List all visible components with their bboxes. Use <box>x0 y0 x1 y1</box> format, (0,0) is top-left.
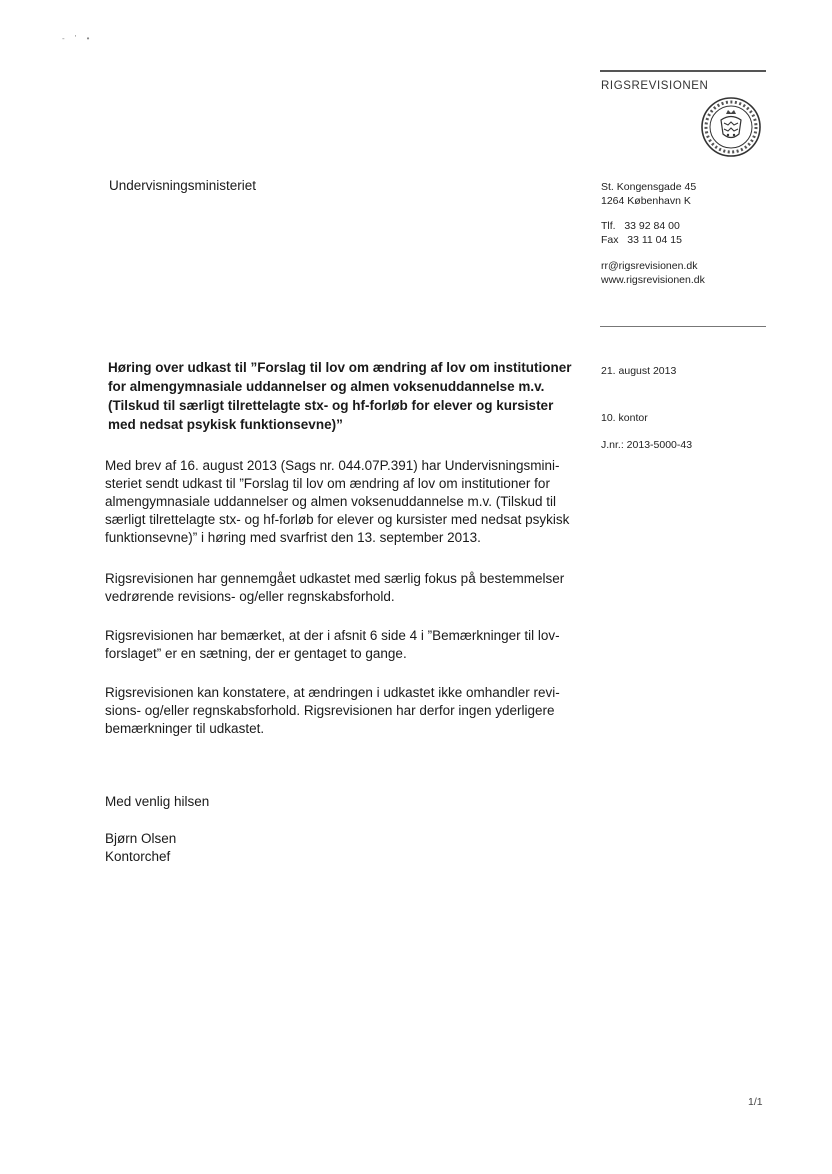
body-line: Med brev af 16. august 2013 (Sags nr. 044.07P.391) har Undervisningsmini- <box>105 458 560 473</box>
recipient: Undervisningsministeriet <box>109 178 257 193</box>
subject-line: med nedsat psykisk funktionsevne)” <box>108 417 343 432</box>
sender-contact <box>601 259 705 287</box>
body-line: vedrørende revisions- og/eller regnskabsforhold. <box>105 589 395 604</box>
subject-line: Høring over udkast til ”Forslag til lov om ændring af lov om institutioner <box>108 360 572 375</box>
scan-marks: - ' • <box>62 34 94 43</box>
body-paragraph <box>105 570 564 606</box>
email-link[interactable]: rr@rigsrevisionen.dk <box>601 260 698 272</box>
subject-line: (Tilskud til særligt tilrettelagte stx- og hf-forløb for elever og kursister <box>108 398 554 413</box>
page-number: 1/1 <box>748 1096 763 1108</box>
folketinget-seal-icon <box>700 96 762 158</box>
body-line: Rigsrevisionen har bemærket, at der i afsnit 6 side 4 i ”Bemærkninger til lov- <box>105 628 560 643</box>
website-link[interactable]: www.rigsrevisionen.dk <box>601 274 705 286</box>
body-paragraph <box>105 457 569 547</box>
side-rule <box>600 326 766 327</box>
body-line: forslaget” er en sætning, der er gentaget to gange. <box>105 646 407 661</box>
sender-address <box>601 180 696 208</box>
letter-date: 21. august 2013 <box>601 365 677 377</box>
office-label: 10. kontor <box>601 412 648 424</box>
body-line: almengymnasiale uddannelser og almen voksenuddannelse m.v. (Tilskud til <box>105 494 556 509</box>
subject-heading <box>108 358 578 434</box>
sender-phones <box>601 219 682 247</box>
body-line: steriet sendt udkast til ”Forslag til lov om ændring af lov om institutioner for <box>105 476 550 491</box>
body-line: funktionsevne)” i høring med svarfrist den 13. september 2013. <box>105 530 481 545</box>
org-name: RIGSREVISIONEN <box>601 80 709 92</box>
phone-line: Tlf. 33 92 84 00 <box>601 220 680 232</box>
body-line: sions- og/eller regnskabsforhold. Rigsrevisionen har derfor ingen yderligere <box>105 703 555 718</box>
body-line: Rigsrevisionen kan konstatere, at ændringen i udkastet ikke omhandler revi- <box>105 685 560 700</box>
subject-line: for almengymnasiale uddannelser og almen voksenuddannelse m.v. <box>108 379 545 394</box>
signatory-name: Bjørn Olsen <box>105 831 177 846</box>
closing-greeting: Med venlig hilsen <box>105 794 210 809</box>
address-line: 1264 København K <box>601 195 691 207</box>
body-paragraph <box>105 684 560 738</box>
signatory-title: Kontorchef <box>105 849 171 864</box>
fax-line: Fax 33 11 04 15 <box>601 234 682 246</box>
address-line: St. Kongensgade 45 <box>601 181 697 193</box>
body-line: Rigsrevisionen har gennemgået udkastet med særlig fokus på bestemmelser <box>105 571 565 586</box>
body-line: bemærkninger til udkastet. <box>105 721 265 736</box>
journal-number: J.nr.: 2013-5000-43 <box>601 439 693 451</box>
body-line: særligt tilrettelagte stx- og hf-forløb for elever og kursister med nedsat psykisk <box>105 512 570 527</box>
body-paragraph <box>105 627 560 663</box>
header-rule <box>600 70 766 72</box>
